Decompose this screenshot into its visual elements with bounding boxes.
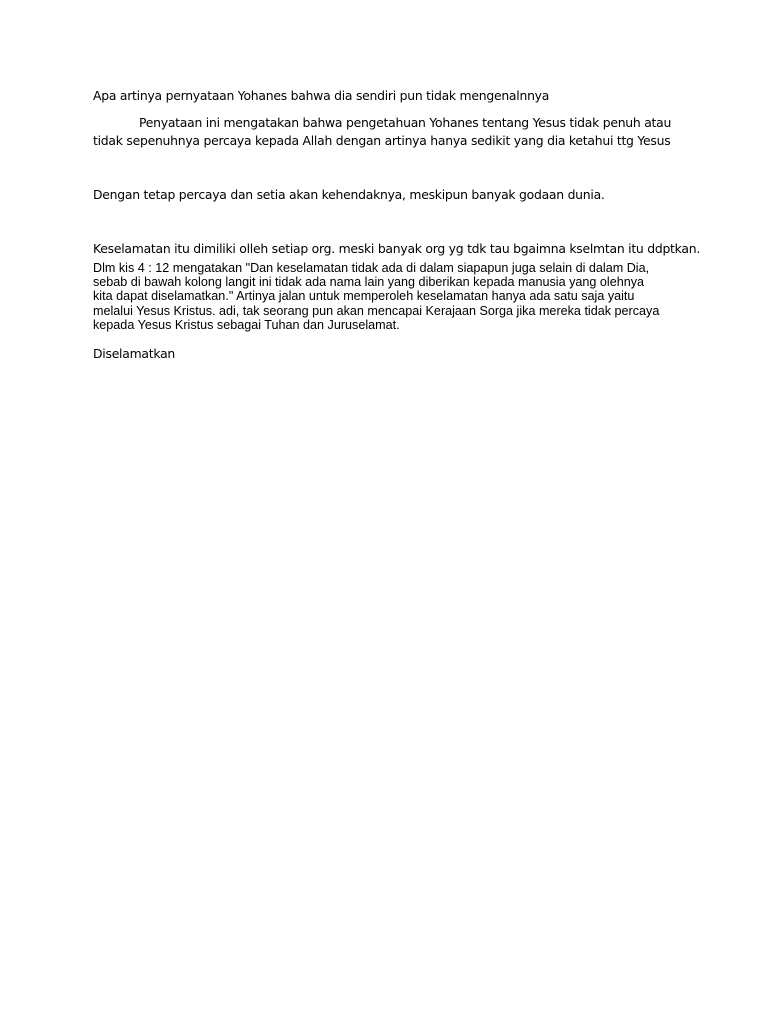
answer-3-quote-line-4: melalui Yesus Kristus. adi, tak seorang pun akan mencapai Kerajaan Sorga jika mereka tidak percaya [93, 304, 660, 318]
answer-3-quote-line-3: kita dapat diselamatkan." Artinya jalan untuk memperoleh keselamatan hanya ada satu saja yaitu [93, 289, 635, 303]
answer-1-line-1: Penyataan ini mengatakan bahwa pengetahuan Yohanes tentang Yesus tidak penuh atau [139, 115, 672, 130]
answer-3-quote-line-2: sebab di bawah kolong langit ini tidak ada nama lain yang diberikan kepada manusia yang olehnya [93, 275, 645, 289]
answer-1-line-2: tidak sepenuhnya percaya kepada Allah dengan artinya hanya sedikit yang dia ketahui ttg Yesus [93, 133, 671, 148]
answer-3-quote-line-1: Dlm kis 4 : 12 mengatakan "Dan keselamatan tidak ada di dalam siapapun juga selain di dalam Dia, [93, 261, 650, 275]
answer-2-paragraph: Dengan tetap percaya dan setia akan kehendaknya, meskipun banyak godaan dunia. [93, 187, 605, 202]
answer-4-paragraph: Diselamatkan [93, 346, 176, 361]
answer-3-first-line: Keselamatan itu dimiliki olleh setiap org. meski banyak org yg tdk tau bgaimna kselmtan itu ddptkan. [93, 241, 701, 256]
question-heading: Apa artinya pernyataan Yohanes bahwa dia sendiri pun tidak mengenalnnya [93, 88, 550, 103]
answer-3-quote-line-5: kepada Yesus Kristus sebagai Tuhan dan Juruselamat. [93, 318, 400, 332]
